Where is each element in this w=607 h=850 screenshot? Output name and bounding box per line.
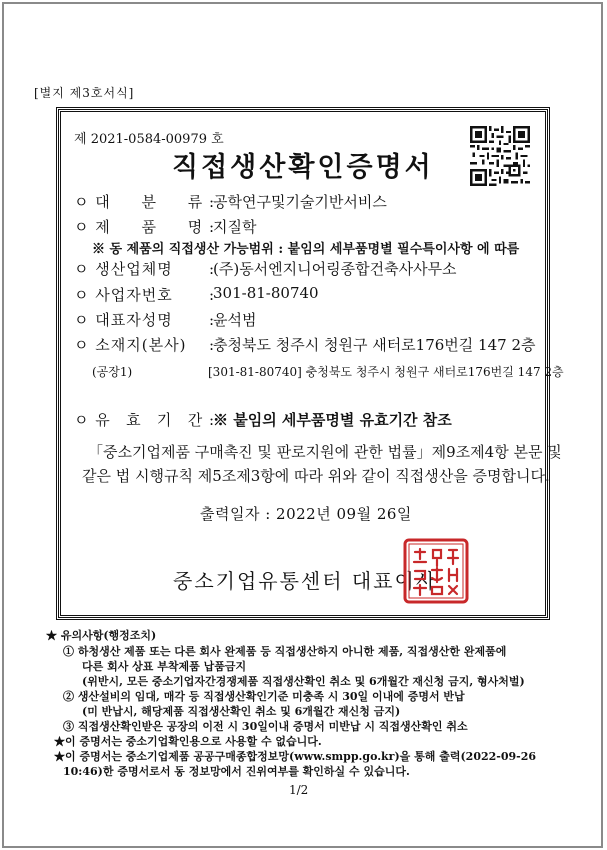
row-product-value: 지질학	[213, 218, 257, 236]
certificate-title: 직접생산확인증명서	[172, 152, 434, 183]
row-representative-value: 윤석범	[213, 311, 257, 329]
qr-code-icon	[470, 126, 530, 186]
notice-item-2-penalty: (미 반납시, 해당제품 직접생산확인 취소 및 6개월간 재신청 금지)	[82, 705, 401, 718]
notice-item-1: ① 하청생산 제품 또는 다른 회사 완제품 등 직접생산하지 아니한 제품, 직접생산한 완제품에	[63, 645, 507, 658]
row-business-no-value: 301-81-80740	[213, 284, 319, 302]
row-company-value: (주)동서엔지니어링종합건축사사무소	[213, 260, 457, 278]
row-product-label: ㅇ 제 품 명 :	[74, 218, 216, 236]
row-category-label: ㅇ 대 분 류 :	[74, 193, 216, 211]
factory-value: [301-81-80740] 충청북도 청주시 청원구 새터로176번길 147 2층	[208, 365, 564, 379]
notice-item-3: ③ 직접생산확인받은 공장의 이전 시 30일이내 증명서 미반납 시 직접생산확인 취소	[63, 720, 468, 733]
notice-item-2: ② 생산설비의 임대, 매각 등 직접생산확인기준 미충족 시 30일 이내에 증명서 반납	[63, 690, 465, 703]
issuer-name: 중소기업유통센터 대표이사	[173, 569, 438, 593]
notice-verification-cont: 10:46)한 증명서로서 동 정보망에서 진위여부를 확인하실 수 있습니다.	[63, 765, 410, 778]
notice-item-1-cont: 다른 회사 상표 부착제품 납품금지	[82, 660, 247, 673]
official-seal-icon	[403, 538, 469, 604]
statement-line-2: 같은 법 시행규칙 제5조제3항에 따라 위와 같이 직접생산을 증명합니다.	[82, 467, 550, 485]
row-address-label: ㅇ 소재지(본사) :	[74, 336, 216, 354]
notice-verification: ★이 증명서는 중소기업제품 공공구매종합정보망(www.smpp.go.kr)을 통해 출력(2022-09-26	[54, 750, 537, 763]
row-business-no-label: ㅇ 사업자번호 :	[74, 286, 216, 304]
row-validity-label: ㅇ 유 효 기 간 :	[74, 411, 216, 429]
page-number: 1/2	[289, 783, 309, 797]
notice-item-1-penalty: (위반시, 모든 중소기업자간경쟁제품 직접생산확인 취소 및 6개월간 재신청 금지, 형사처벌)	[82, 675, 525, 688]
row-representative-label: ㅇ 대표자성명 :	[74, 311, 216, 329]
form-id: [별지 제3호서식]	[34, 86, 135, 100]
factory-label: (공장1)	[92, 365, 133, 379]
scope-note: ※ 동 제품의 직접생산 가능범위 : 붙임의 세부품명별 필수특이사항 에 따름	[92, 242, 520, 257]
notice-usage: ★이 증명서는 중소기업확인용으로 사용할 수 없습니다.	[54, 735, 322, 748]
row-validity-value: ※ 붙임의 세부품명별 유효기간 참조	[213, 411, 452, 429]
notice-heading: ★ 유의사항(행정조치)	[46, 629, 157, 642]
row-category-value: 공학연구및기술기반서비스	[213, 193, 387, 211]
certificate-number: 제 2021-0584-00979 호	[74, 132, 224, 147]
statement-line-1: 「중소기업제품 구매촉진 및 판로지원에 관한 법률」제9조제4항 본문 및	[88, 443, 562, 461]
issue-date: 출력일자 : 2022년 09월 26일	[200, 505, 412, 523]
row-address-value: 충청북도 청주시 청원구 새터로176번길 147 2층	[213, 336, 536, 354]
row-company-label: ㅇ 생산업체명 :	[74, 260, 216, 278]
